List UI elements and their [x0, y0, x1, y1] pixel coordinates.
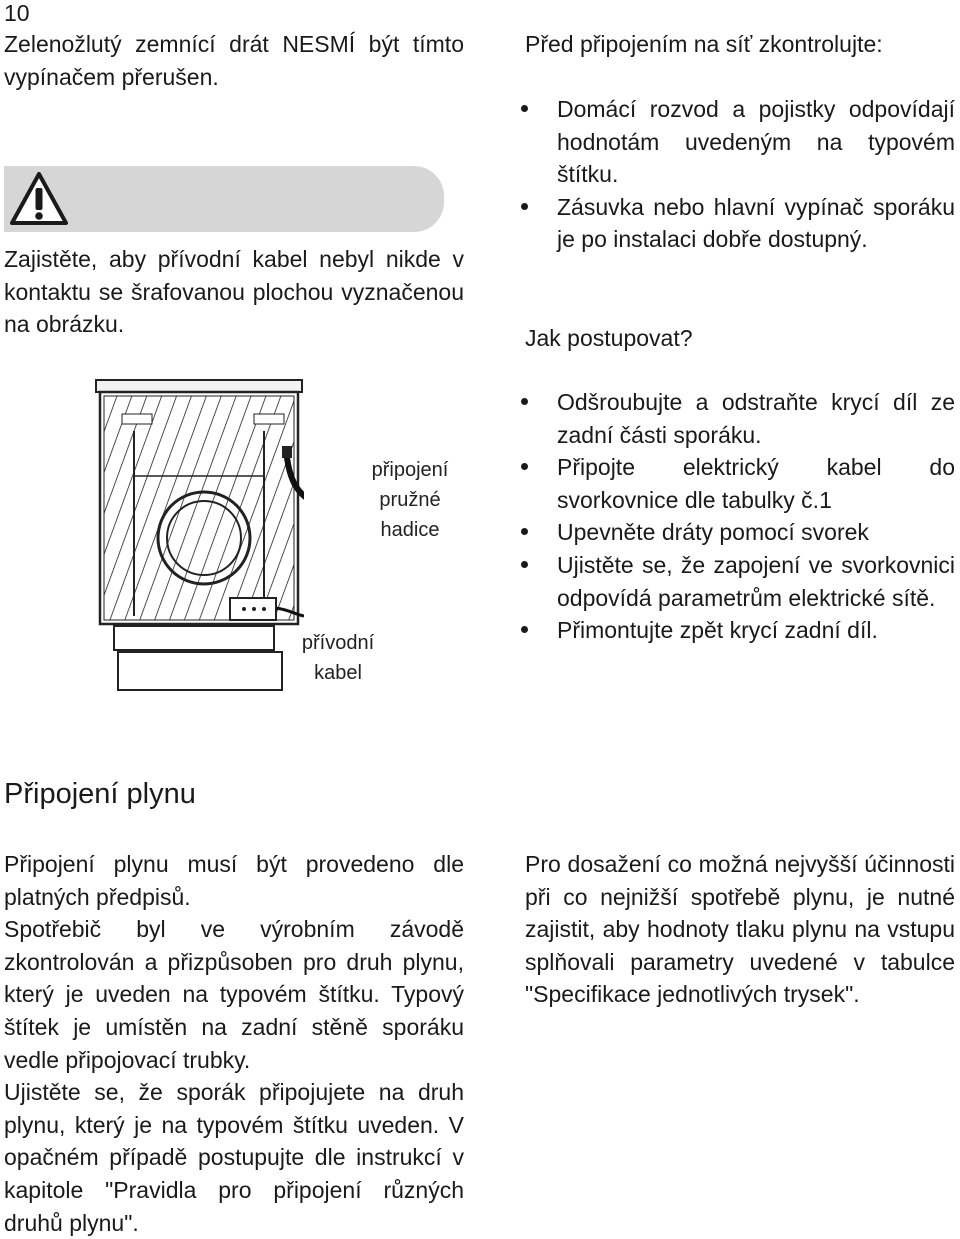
gas-left-column	[4, 848, 464, 1239]
cable-label-line: kabel	[314, 662, 362, 684]
gas-section-title: Připojení plynu	[4, 778, 196, 810]
list-item: Domácí rozvod a pojistky odpovídají hodnotám uvedeným na typovém štítku.	[525, 93, 955, 191]
supply-cable-label	[290, 628, 386, 688]
gas-right-paragraph: Pro dosažení co možná nejvyšší účinnosti při co nejnižší spotřebě plynu, je nutné zajistit, aby hodnoty tlaku plynu na vstupu splňovali parametry uvedené v tabulce "Specifikace jednotlivých trysek".	[525, 851, 955, 1008]
gas-paragraph: Připojení plynu musí být provedeno dle platných předpisů.	[4, 851, 464, 910]
hose-label-line: pružné	[379, 489, 441, 511]
cable-label-line: přívodní	[301, 632, 375, 654]
warning-ground-text: Zelenožlutý zemnící drát NESMÍ být tímto vypínačem přerušen.	[4, 31, 464, 90]
gas-paragraph: Ujistěte se, že sporák připojujete na druh plynu, který je na typovém štítku uveden. V opačném případě postupujte dle instrukcí v kapitole "Pravidla pro připojení různých druhů plynu".	[4, 1079, 464, 1236]
hose-connection-label	[362, 455, 458, 545]
hose-label-line: připojení	[371, 459, 449, 481]
before-connect-title: Před připojením na síť zkontrolujte:	[525, 31, 883, 57]
warning-triangle-icon	[8, 170, 70, 228]
procedure-list	[525, 386, 955, 647]
list-item: Připojte elektrický kabel do svorkovnice dle tabulky č.1	[525, 451, 955, 516]
before-connect-list	[525, 93, 955, 256]
warning-banner	[4, 166, 444, 232]
list-item: Ujistěte se, že zapojení ve svorkovnici odpovídá parametrům elektrické sítě.	[525, 549, 955, 614]
list-item: Přimontujte zpět krycí zadní díl.	[525, 614, 955, 647]
stove-rear-diagram	[94, 376, 304, 692]
page-number: 10	[4, 0, 30, 26]
warning-cable-text: Zajistěte, aby přívodní kabel nebyl nikde v kontaktu se šrafovanou plochou vyznačenou na obrázku.	[4, 246, 464, 338]
list-item: Zásuvka nebo hlavní vypínač sporáku je po instalaci dobře dostupný.	[525, 191, 955, 256]
procedure-title: Jak postupovat?	[525, 325, 693, 351]
hose-label-line: hadice	[380, 519, 440, 541]
list-item: Upevněte dráty pomocí svorek	[525, 516, 955, 549]
gas-paragraph: Spotřebič byl ve výrobním závodě zkontrolován a přizpůsoben pro druh plynu, který je uveden na typovém štítku. Typový štítek je umístěn na zadní stěně sporáku vedle připojovací trubky.	[4, 916, 464, 1073]
list-item: Odšroubujte a odstraňte krycí díl ze zadní části sporáku.	[525, 386, 955, 451]
